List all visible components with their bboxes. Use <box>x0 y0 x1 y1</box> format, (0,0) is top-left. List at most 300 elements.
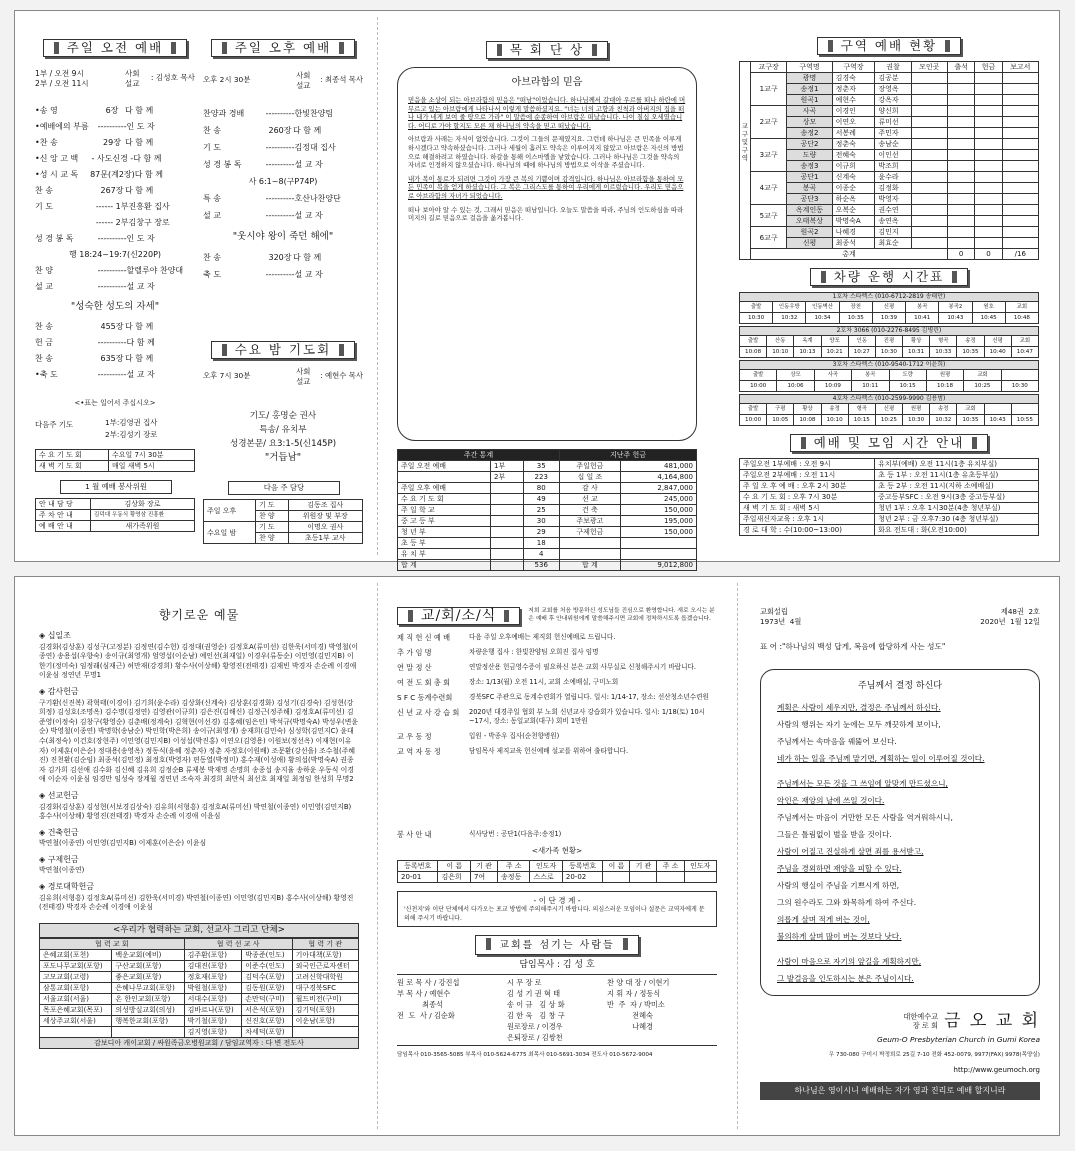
district-title: 구역 예배 현황 <box>817 37 961 55</box>
table-row: 수요일 밤 기 도 이명오 권사 <box>204 522 363 533</box>
offering-section-names: 박연철(이종연) <box>39 866 85 875</box>
church-news-column <box>397 607 717 1061</box>
bus-time: 10:25 <box>964 381 1001 392</box>
bus-route-header <box>740 327 1039 336</box>
table-row: 20-01 김은희 7여 송정동 스스로 20-02 <box>398 872 717 883</box>
poem-line: 그의 원수라도 그와 화목하게 하여 주신다. <box>777 898 917 907</box>
bus-route-table <box>739 360 1039 392</box>
heresy-warning-title: - 이 단 경 계 - <box>533 896 581 905</box>
bus-time: 10:05 <box>767 415 794 426</box>
bus-time: 10:48 <box>1005 313 1038 324</box>
offering-section-title: ◈ 구제헌금 <box>39 854 79 864</box>
bus-time: 10:30 <box>875 347 902 358</box>
morning-time-2: 2부 / 오전 11시 <box>35 79 89 88</box>
bus-route-header <box>740 293 1039 302</box>
table-row: 4교구 공단1 신계숙 윤수라 <box>750 172 1038 183</box>
morning-order <box>35 103 195 383</box>
poem-line: 주님께서는 마음이 거만한 모든 사람을 역겨워하시니, <box>777 813 953 822</box>
offering-section-names: 박연철(이종연) 이민영(김민지B) 이제훈(이은순) 이윤심 <box>39 839 207 848</box>
wednesday-prayer-title: 수요 밤 기도회 <box>211 341 355 359</box>
partners-title: <우리가 협력하는 교회, 선교사 그리고 단체> <box>39 923 359 938</box>
table-row: 6교구 원곡2 나혜경 김민지 <box>750 227 1038 238</box>
bus-route-name: 2호차 3066 (010-2276-8495 김병린) <box>740 327 1039 336</box>
bus-times-row <box>740 415 1039 426</box>
table-row: 주일오전 2부예배 : 오전 11시 초 등 1부 : 오전 11시(1층 유초등부실) <box>740 470 1039 481</box>
poem-line: 사람이 어질고 진실하게 살면 죄를 용서받고, <box>777 847 924 856</box>
order-item: 설 교 ---------- 설 교 자 <box>35 282 155 291</box>
table-row: 교구장 구역명 구역장 권찰 모인곳 출석 헌금 보고서 <box>750 62 1038 73</box>
afternoon-worship-column <box>203 39 363 544</box>
offering-section-names: 구기환(신진복) 곽혁태(이경이) 김기희(윤수라) 김상화(신계숙) 김상훈(김경화) 김성기(김경숙) 김성현(강희정) 김성호(조명옥) 김수명(김정연) 김영관(이규희) 김은진(김해신) 김정근(정주해) 김정호A(류미선) 김준영(이정숙) 김창구(황영순) 김춘배(정계숙) 김혁현(이선경) 김홍혜(임은인) 박석규(박명숙A) 박성우(변윤순) 박영철(이종연) 박명학(송남순) 박인학(박은희) 송이규(최영개) 송재희(김민숙) 심성학(김민지C) 윤대수(최정숙) 이건호(장현주) 이민영(김민지B) 이성섭(박진홍) 이연오(김영용) 이원보(정선옥) 이재현(이유자) 이제훈(이은순) 정대용(송영옥) 정동식(윤혜 정춘자) 정춘 자정호(이원배) 조문환(강선을) 조수철(주혜진) 진천환(김순임) 최종석(김민정) 최정호(박영자) 편동열(박정미) 홍수재(이성애) 황의섭(박명숙A) 권종자 김가희 김선애 김수화 김신혜 김유희 김정순B 류제봉 박재명 손명희 송종섭 송지율 송하윤 우동식 이경애 이순자 이윤심 임경만 임성숙 장계월 정연년 조숙자 최경희 최만식 최선호 최재일 최정임 한성희 무명2 <box>39 698 359 784</box>
bus-times-row <box>740 347 1039 358</box>
bus-time: 10:32 <box>773 313 806 324</box>
bus-stop <box>1001 370 1038 381</box>
bus-stop: 신평 <box>875 404 902 415</box>
table-row: 목포은혜교회(목포) 의성방실교회(의성) 김바르나(포항) 서은석(포항) 김기덕(포항) <box>40 1004 359 1015</box>
news-item: 연 말 정 산 연말정산용 헌금영수증이 필요하신 분은 교회 사무실로 신청해주시기 바랍니다. <box>397 663 696 672</box>
morning-sermon-title: "성숙한 성도의 자세" <box>70 301 160 312</box>
table-row: 3교구 공단2 정춘숙 송남순 <box>750 139 1038 150</box>
bus-time: 10:18 <box>926 381 963 392</box>
bus-stop: 사곡 <box>814 370 851 381</box>
news-item: 봉 사 안 내 식사당번 : 공단1(다음주:송정1) <box>397 830 562 839</box>
news-item: 추 가 임 명 차량운행 집사 : 한빛찬양팀 오희진 집사 임명 <box>397 648 599 657</box>
bus-stop: 도량 <box>889 370 926 381</box>
bus-stop: 산동 <box>767 336 794 347</box>
bus-stop <box>1011 404 1038 415</box>
order-item: 성 경 봉 독 ---------- 설 교 자 <box>203 160 323 169</box>
bus-stop: 원호 <box>972 302 1005 313</box>
bus-stop: 출발 <box>740 302 773 313</box>
bus-time: 10:34 <box>806 313 839 324</box>
essay-paragraph: 믿음을 소상이 되는 아브라함의 믿음은 "떠남"이었습니다. 하나님께서 갈대아 우르를 떠나 하란에 머무르고 있는 아브람에게 나타나서 이렇게 말씀하셨지요. "너는 너의 고향과 친척과 아버지의 집을 떠나 내가 네게 보여 줄 땅으로 가라" 이 말씀에 순종하여 아브람은 떠났습니다. 나이 칠십 오세였습니다. 어디로 가야 할지도 모른 채 하나님의 약속을 믿고 떠났습니다. <box>408 96 686 130</box>
bus-time: 10:15 <box>848 415 875 426</box>
wednesday-time: 오후 7시 30분 <box>203 371 251 380</box>
table-row: 안 내 담 당 김상화 장로 <box>36 499 195 510</box>
heresy-warning-box <box>397 891 717 927</box>
bus-time: 10:30 <box>903 415 930 426</box>
prayer-label: 다음주 기도 <box>35 420 74 429</box>
bus-route-table <box>739 394 1039 426</box>
poem-line: 주님께서는 속마음을 꿰뚫어 보신다. <box>777 737 897 746</box>
bus-stop: 교회 <box>957 404 984 415</box>
denomination: 대한예수교 장 로 회 <box>903 1012 939 1030</box>
table-row: 중 고 등 부 30 주보광고 195,000 <box>398 516 697 527</box>
table-row: 서울교회(서울) 온 한인교회(포항) 서대수(포항) 손만덕(구미) 월드비전(구미) <box>40 993 359 1004</box>
order-item: 찬 송 455장 다 함 께 <box>35 322 154 331</box>
table-row: 오태복상 박명숙A 송연옥 <box>750 216 1038 227</box>
table-row: 도량 전혜숙 이인선 <box>750 150 1038 161</box>
church-motto: 표 어 :"하나님의 백성 답게, 복음에 합당하게 사는 성도" <box>760 642 946 651</box>
poem-line: 그 발걸음을 인도하시는 분은 주님이시다. <box>777 974 914 983</box>
order-item: •성 시 교 독 87문(계2장) 다 함 께 <box>35 170 164 179</box>
order-item: 기 도 ------ 1부 진흥환 집사 <box>35 202 170 211</box>
table-row: 등록번호 이 름 기 관 주 소 인도자 등록번호 이 름 기 관 주 소 인도자 <box>398 861 717 872</box>
weekly-stats-table <box>397 449 697 571</box>
bus-stops-row <box>740 302 1039 313</box>
bus-time: 10:47 <box>1011 347 1038 358</box>
table-row: 주일 오후 기 도 김동조 집사 <box>204 500 363 511</box>
poem-line: 의롭게 살며 적게 버는 것이, <box>777 915 870 924</box>
next-week-title: 다음 주 담당 <box>228 481 340 495</box>
poem-line: 사람의 행실이 주님을 기쁘시게 하면, <box>777 881 900 890</box>
issue-info: 제48권 2호 2020년 1월 12일 <box>980 607 1040 626</box>
bus-stop: 형곡 <box>930 336 957 347</box>
table-row: 신평 최종석 최효순 <box>750 238 1038 249</box>
poem-line: 그들은 틀림없이 벌을 받을 것이다. <box>777 830 892 839</box>
bus-stop: 원평 <box>926 370 963 381</box>
bus-stop: 출발 <box>740 336 767 347</box>
cover-footer-verse: 하나님은 영이시니 예배하는 자가 영과 진리로 예배 할지니라 <box>760 1082 1040 1100</box>
news-item: 제 직 헌 신 예 배 다음 주일 오후예배는 제직회 헌신예배로 드립니다. <box>397 633 616 642</box>
table-row: 새 벽 기 도 회 : 새벽 5시 청년 1부 : 오후 1시30분(4층 청년부실) <box>740 503 1039 514</box>
bus-time: 10:06 <box>777 381 814 392</box>
bulletin-inner-page <box>14 10 1060 569</box>
table-row: 주일새신자교육 : 오후 1시 청년 2부 : 금 오후7:30 (4층 청년부실) <box>740 514 1039 525</box>
poem-line: 주님께서는 모든 것을 그 쓰임에 알맞게 만드셨으니, <box>777 779 948 788</box>
staff-row: 부 목 사 / 예현수 김 성 기 권 혁 태 지 휘 자 / 정동식 <box>397 989 661 999</box>
offerings-column <box>39 609 359 1049</box>
district-side-label: 교구및구역 <box>739 61 750 260</box>
bus-route-header <box>740 395 1039 404</box>
bus-route-table <box>739 292 1039 324</box>
church-news-title: 교/회/소/식 <box>397 607 520 625</box>
table-row: 찬 양 위원장 및 부장 <box>204 511 363 522</box>
poem-line: 네가 하는 일을 주님께 맡기면, 계획하는 일이 이루어질 것이다. <box>777 754 985 763</box>
offerings-title: 향기로운 예물 <box>158 608 240 622</box>
bus-stop: 봉곡 <box>852 370 889 381</box>
next-week-table <box>203 499 363 544</box>
news-item: S F C 동계수련회 경북SFC 주관으로 동계수련회가 열립니다. 일시: 1/14-17, 장소: 선산청소년수련원 <box>397 693 709 702</box>
table-row: 원곡1 예현수 강옥자 <box>750 95 1038 106</box>
offering-section-title: ◈ 건축헌금 <box>39 827 79 837</box>
bus-stop: 출발 <box>740 370 777 381</box>
bus-stop: 출발 <box>740 404 767 415</box>
staff-row: 은퇴장로 / 김쌍천 <box>507 1033 563 1043</box>
table-row: 봉곡 이종순 김정화 <box>750 183 1038 194</box>
bus-time: 10:31 <box>903 347 930 358</box>
order-item: 찬 양 ---------- 할렐루야 찬양대 <box>35 266 184 275</box>
order-item: 찬양과 경배 ---------- 한빛찬양팀 <box>203 109 334 118</box>
staff-title: 교회를 섬기는 사람들 <box>475 935 638 955</box>
table-row: 경 로 대 학 : 수(10:00~13:00) 화요 전도대 : 화(오전10:00) <box>740 525 1039 536</box>
info-column <box>739 37 1039 536</box>
wednesday-leader-label: 사회 설교 <box>296 367 311 386</box>
church-website[interactable]: http://www.geumoch.org <box>953 1066 1040 1074</box>
order-item: 설 교 ---------- 설 교 자 <box>203 211 323 220</box>
bus-time: 10:08 <box>794 415 821 426</box>
table-row: 1교구 광명 김경숙 김공분 <box>750 73 1038 84</box>
bus-time: 10:08 <box>740 347 767 358</box>
bus-stop: 봉곡2 <box>939 302 972 313</box>
bus-stop: 인동 <box>848 336 875 347</box>
bus-time: 10:00 <box>740 415 767 426</box>
poem-line: 주님을 경외하면 재앙을 피할 수 있다. <box>777 864 902 873</box>
staff-row: 최종석 송 이 규 김 상 화 반 주 자 / 박미소 <box>397 1000 665 1010</box>
order-item: 성 경 봉 독 ---------- 인 도 자 <box>35 234 155 243</box>
bus-stops-row <box>740 370 1039 381</box>
wednesday-sermon: "거듭남" <box>264 452 302 463</box>
bus-stop: 양포 <box>821 336 848 347</box>
news-item: 교 우 동 정 입원 - 박종우 집사(순천향병원) <box>397 732 560 741</box>
partners-table <box>39 938 359 1049</box>
bus-stop: 인동우방 <box>773 302 806 313</box>
staff-row: 원 로 목 사 / 강진섭 시 무 장 로 찬 양 대 장 / 이현기 <box>397 978 670 988</box>
bus-stop: 황상 <box>794 404 821 415</box>
morning-worship-title: 주일 오전 예배 <box>43 39 187 57</box>
bus-time: 10:43 <box>939 313 972 324</box>
wednesday-leader: : 예현수 목사 <box>320 371 363 380</box>
offering-section-title: ◈ 선교헌금 <box>39 790 79 800</box>
cover-poem-box <box>760 669 1040 996</box>
bus-stop: 황상 <box>903 336 930 347</box>
new-family-title: <새가족 현황> <box>531 846 583 855</box>
bus-stop: 교회 <box>1011 336 1038 347</box>
new-family-table <box>397 860 717 883</box>
afternoon-time: 오후 2시 30분 <box>203 75 251 84</box>
schedule-table <box>739 458 1039 536</box>
bus-route-table <box>739 326 1039 358</box>
jan-volunteer-title: 1 월 예배 봉사위원 <box>60 480 172 494</box>
offering-section-title: ◈ 감사헌금 <box>39 686 79 696</box>
table-row: 주일 오후 예배 80 감 사 2,847,000 <box>398 483 697 494</box>
bus-stop: 교회 <box>1005 302 1038 313</box>
order-item: 찬 송 635장 다 함 께 <box>35 354 154 363</box>
bus-stops-row <box>740 336 1039 347</box>
bus-stop: 장천 <box>839 302 872 313</box>
church-english-name: Geum-O Presbyterian Church in Gumi Korea <box>876 1035 1040 1044</box>
bus-stop: 구평 <box>767 404 794 415</box>
church-news-intro: 저희 교회를 처음 방문하신 성도님들 진심으로 환영합니다. 새로 오시는 분은 예배 후 안내위원에게 말씀해주시면 교회에 정착하시도록 돕겠습니다. <box>528 608 715 622</box>
news-item: 여 전 도 회 총 회 장소: 1/13(월) 오전 11시, 교회 소예배실, 구미노회 <box>397 678 619 687</box>
bus-stop: 송정 <box>930 404 957 415</box>
table-row: 합 계 536 합 계 9,012,800 <box>398 560 697 571</box>
wednesday-special: 특송/ 유치부 <box>259 425 307 435</box>
order-item: •찬 송 29장 다 함 께 <box>35 138 154 147</box>
stand-note: <•표는 일어서 주십시오> <box>74 399 156 407</box>
bus-time: 10:41 <box>906 313 939 324</box>
bus-stops-row <box>740 404 1039 415</box>
bus-stop: 형곡 <box>848 404 875 415</box>
jan-volunteer-table <box>35 498 195 532</box>
heresy-warning-text: '신천지'와 이단 단체에서 다가오는 포교 방법에 주의해주시기 바랍니다. 의심스러운 모임이나 설문은 교역자에게 문의해 주시기 바랍니다. <box>404 906 705 922</box>
morning-leader-label: 사회 설교 <box>124 69 140 88</box>
poem-title: 주님께서 결정 하신다 <box>858 681 942 691</box>
staff-row: 원로장로 / 이경우 나혜경 <box>507 1022 653 1032</box>
table-row: 2교구 사곡 이경인 양신희 <box>750 106 1038 117</box>
morning-worship-column <box>35 39 195 532</box>
essay-paragraph: 아브람과 사래는 자식이 없었습니다. 그것이 그들의 문제였지요. 그런데 하나님은 큰 민족을 이루게 하시겠다고 약속하셨습니다. 그러나 세월이 흘러도 약속은 이루어지지 않았고 아브람은 자신의 방법으로 해결하려고 하였습니다. 하갈을 통해 이스마엘을 낳았습니다. 그러나 하나님은 그것을 약속의 자녀로 인정하지 않으셨습니다. 하나님의 때에 하나님의 방법으로 이삭을 주셨습니다. <box>408 135 684 170</box>
table-row: 주 일 오 후 예 배 : 오후 2시 30분 초 등 2부 : 오전 11시(지하 소예배실) <box>740 481 1039 492</box>
offering-section-names: 김유희(서형흥) 김정호A(류미선) 김한욱(서미경) 박연철(이종연) 이민영(김민지B) 홍수사(이상해) 황영진(전태경) 박경자 손순례 이경애 이윤심 <box>39 893 354 912</box>
afternoon-scripture: 사 6:1~8(구P74P) <box>248 177 318 186</box>
bus-time: 10:33 <box>930 347 957 358</box>
news-item: 교 역 자 동 정 담임목사 제직교육 헌신예배 설교를 위하여 출타합니다. <box>397 747 629 756</box>
afternoon-sermon-title: "웃시야 왕이 죽던 해에" <box>232 231 334 242</box>
bus-time: 10:45 <box>972 313 1005 324</box>
bus-stop: 신평 <box>984 336 1011 347</box>
offering-section-names: 김경화(김상훈) 김성구(고정분) 김정연(김수헌) 김정대(권영순) 김정호A(류미선) 김한욱(서미경) 박영철(이종연) 송용섭(우향숙) 송이규(최영개) 엄영섭(이순남) 예인선(최재일) 이경우(류동순) 이민영(김민지B) 이한기(정미숙) 임정래(심재근) 허만재(강경희) 황수사(이상해) 황영진(전태경) 김재빈 박경자 손순례 이경애 이윤심 정연년 무명1 <box>39 642 359 680</box>
table-row: 5교구 옥계인동 오복순 권수연 <box>750 205 1038 216</box>
morning-leader: : 김성호 목사 <box>150 73 195 82</box>
poem-spacer <box>777 945 1023 953</box>
order-item: •신 앙 고 백 - 사도신경 - 다 함 께 <box>35 154 162 163</box>
bus-time: 10:09 <box>814 381 851 392</box>
bus-time: 10:00 <box>740 381 777 392</box>
bus-stop: 교회 <box>964 370 1001 381</box>
bus-stop <box>984 404 1011 415</box>
bus-route-name: 4호차 스타렉스 (010-2599-9990 김용범) <box>740 395 1039 404</box>
table-row: 새 벽 기 도 회 매일 새벽 5시 <box>36 461 195 472</box>
poem-line: 사람의 행위는 자기 눈에는 모두 깨끗하게 보이나, <box>777 720 941 729</box>
bus-stop: 신평 <box>872 302 905 313</box>
bus-time: 10:35 <box>957 415 984 426</box>
table-row: 수 요 기 도 회 : 오후 7시 30분 중고등부SFC : 오전 9시(3층 중고등부실) <box>740 492 1039 503</box>
pastor-column <box>397 41 697 571</box>
table-row: 상모 이연오 류미선 <box>750 117 1038 128</box>
bus-time: 10:55 <box>1011 415 1038 426</box>
table-row: 주 일 학 교 25 건 축 150,000 <box>398 505 697 516</box>
offering-section-title: ◈ 십일조 <box>39 631 71 640</box>
table-row: 김지영(포항) 차세덕(포항) <box>40 1026 359 1037</box>
table-row: 고모교회(고령) 좋은교회(포항) 정호재(포항) 김덕수(포항) 고려신학대학원 <box>40 971 359 982</box>
order-item: ------ 2부 김창구 장로 <box>95 218 170 227</box>
poem-line: 불의하게 살며 많이 버는 것보다 낫다. <box>777 932 902 941</box>
bus-time: 10:10 <box>767 347 794 358</box>
order-item: 찬 송 267장 다 함 께 <box>35 186 154 195</box>
bus-stop: 송정 <box>957 336 984 347</box>
bus-time: 10:25 <box>875 415 902 426</box>
bus-stop: 봉곡 <box>906 302 939 313</box>
founded: 교회설립 1973년 4월 <box>760 607 802 626</box>
table-row: 수 요 기 도 회 49 선 교 245,000 <box>398 494 697 505</box>
table-row: 삼통교회(포항) 은혜나무교회(포항) 박원철(포항) 김동원(포항) 대구경북SFC <box>40 982 359 993</box>
table-row: 송정2 서봉례 주민자 <box>750 128 1038 139</box>
poem-line: 사람이 마음으로 자기의 앞길을 계획하지만, <box>777 957 922 966</box>
prayer-name: 1부:김영권 집사 <box>105 418 158 427</box>
table-row: 찬 양 초등1부 교사 <box>204 533 363 544</box>
news-item: 신 년 교 사 강 습 회 2020년 대경주일 협회 부 노회 신년교사 강습회가 있습니다. 일시: 1/18(토) 10시~17시, 장소: 동일교회(대구) 회비 1만원 <box>397 708 706 725</box>
bus-stop: 옥계 <box>794 336 821 347</box>
bus-stop: 원평 <box>903 404 930 415</box>
afternoon-leader: : 최종석 목사 <box>320 75 363 84</box>
order-item: 기 도 ---------- 김정대 집사 <box>203 143 336 152</box>
table-row: 주간 통계 지난주 헌금 <box>398 450 697 461</box>
table-row: 수 요 기 도 회 수요일 7시 30분 <box>36 450 195 461</box>
schedule-title: 예배 및 모임 시간 안내 <box>790 434 989 452</box>
bus-time: 10:11 <box>852 381 889 392</box>
order-item: 찬 송 320장 다 함 께 <box>203 253 322 262</box>
table-row: 송정3 이규희 박조희 <box>750 161 1038 172</box>
order-item: 축 도 ---------- 설 교 자 <box>203 270 323 279</box>
afternoon-leader-label: 사회 설교 <box>296 71 311 90</box>
poem-line: 계획은 사람이 세우지만, 결정은 주님께서 하신다. <box>777 703 941 712</box>
afternoon-worship-title: 주일 오후 예배 <box>211 39 355 57</box>
bus-time: 10:43 <box>984 415 1011 426</box>
bus-time: 10:10 <box>821 415 848 426</box>
district-table <box>750 61 1039 260</box>
church-name: 금 오 교 회 <box>944 1011 1040 1031</box>
table-row: 공단3 하순옥 박영자 <box>750 194 1038 205</box>
bus-route-header <box>740 361 1039 370</box>
table-row: 2부 223 십 일 조 4,164,800 <box>398 472 697 483</box>
table-row: 포도나무교회(포항) 구산교회(포항) 김대진(포항) 이준수(인도) 외국인근로자센터 <box>40 960 359 971</box>
bus-time: 10:30 <box>1001 381 1038 392</box>
bus-stop: 진평 <box>875 336 902 347</box>
church-address: 우 730-080 구미시 박정희로 25길 7-10 전화 452-0079, 9977(FAX) 9978(목양실) <box>828 1052 1040 1058</box>
order-item: 헌 금 ---------- 다 함 께 <box>35 338 155 347</box>
bus-time: 10:30 <box>740 313 773 324</box>
table-row: 청 년 부 29 구제헌금 150,000 <box>398 527 697 538</box>
offering-section-title: ◈ 경로대학헌금 <box>39 882 95 892</box>
staff-row: 전 도 사 / 김순화 김 한 욱 김 창 구 전혜숙 <box>397 1011 653 1021</box>
poem-line: 악인은 재앙의 날에 쓰일 것이다. <box>777 796 885 805</box>
wednesday-prayer: 기도/ 홍명순 권사 <box>249 411 317 421</box>
bus-title: 차량 운행 시간표 <box>810 268 968 286</box>
bus-route-name: 1호차 스타렉스 (010-6712-2819 송태만) <box>740 293 1039 302</box>
partners-footer-row: 감보디아 캐이교회 / 싸원족금오병원교회 / 담임교역자 : 다 변 전도사 <box>40 1037 359 1048</box>
table-row: 주 차 안 내 김덕대 우동식 황영삼 진흥환 <box>36 510 195 521</box>
bus-stop: 상모 <box>777 370 814 381</box>
offering-section-names: 김경화(김상훈) 김성현(서보경김상숙) 김유희(서형흥) 김정호A(류미선) 박연철(이종연) 이민영(김민지B) 홍수사(이상해) 황영진(전태경) 박경자 손순례 이경애 이윤심 <box>39 802 352 821</box>
table-row: 세상주교회(서울) 행복한교회(포항) 박기철(포항) 신진호(포항) 이운남(포항) <box>40 1015 359 1026</box>
meeting-table <box>35 449 195 472</box>
bus-time: 10:40 <box>984 347 1011 358</box>
table-row: 주일 오전 예배 1부 35 주일헌금 481,000 <box>398 461 697 472</box>
cover-column <box>760 607 1040 1100</box>
essay-heading: 아브라함의 믿음 <box>511 77 583 88</box>
table-row: 은혜교회(포천) 백운교회(예비) 김주환(포항) 박종준(인도) 기아대책(포항) <box>40 949 359 960</box>
pastor-column-title: 목 회 단 상 <box>486 41 608 59</box>
table-row: 협 력 교 회 협 력 선 교 사 협 력 기 관 <box>40 938 359 949</box>
bus-time: 10:15 <box>889 381 926 392</box>
senior-pastor: 담임목사 : 김 성 호 <box>519 960 595 971</box>
bus-timetable <box>739 292 1039 426</box>
essay-paragraph: 내가 복이 통로가 되려면 그것이 가장 큰 복의 기쁨이며 감격입니다. 하나님은 아브라함을 통하여 모든 민족이 복을 얻게 하셨습니다. 그 복은 그리스도를 통하여 우리에게 이르렀습니다. 우리도 믿음으로 아브라함의 자녀가 되었습니다. <box>408 174 684 200</box>
order-item: 특 송 ---------- 호산나찬양단 <box>203 194 341 203</box>
morning-time-1: 1부 / 오전 9시 <box>35 69 84 78</box>
morning-scripture: 행 18:24~19:7(신220P) <box>68 250 162 259</box>
poem-spacer <box>777 767 1023 775</box>
bus-route-name: 3호차 스타렉스 (010-9540-1712 이윤희) <box>740 361 1039 370</box>
bus-time: 10:27 <box>848 347 875 358</box>
prayer-name: 2부:김성기 장로 <box>105 430 158 439</box>
order-item: •송 영 6장 다 함 께 <box>35 106 154 115</box>
bus-stop: 송정 <box>821 404 848 415</box>
order-item: •예배에의 부름 ---------- 인 도 자 <box>35 122 155 131</box>
bus-time: 10:32 <box>930 415 957 426</box>
bus-times-row <box>740 381 1039 392</box>
bus-times-row <box>740 313 1039 324</box>
staff-list <box>397 974 717 1046</box>
essay-paragraph: 떠나 보아야 알 수 있는 것, 그래서 믿음은 떠남입니다. 오늘도 말씀을 따라, 주님의 인도하심을 따라 미지의 길로 믿음으로 걸음을 옮겨봅니다. <box>408 205 684 223</box>
district-total-row: 총계 0 0 /16 <box>750 249 1038 260</box>
bus-time: 10:35 <box>957 347 984 358</box>
table-row: 초 등 부 18 <box>398 538 697 549</box>
table-row: 예 배 안 내 새가족위원 <box>36 521 195 532</box>
pastor-essay-box <box>397 67 697 441</box>
order-item: 찬 송 260장 다 함 께 <box>203 126 322 135</box>
bus-time: 10:13 <box>794 347 821 358</box>
table-row: 송정1 정춘자 장영옥 <box>750 84 1038 95</box>
bulletin-outer-page <box>14 576 1060 1136</box>
bus-time: 10:21 <box>821 347 848 358</box>
bus-time: 10:35 <box>839 313 872 324</box>
order-item: •축 도 ---------- 설 교 자 <box>35 370 155 379</box>
wednesday-scripture: 성경본문/ 요3:1-5(신145P) <box>229 439 337 449</box>
table-row: 주일오전 1부예배 : 오전 9시 유치부(예배) 오전 11시(1층 유치부실) <box>740 459 1039 470</box>
staff-contacts: 담임목사 010-3565-5085 부목사 010-5624-6775 최목사 010-5691-3034 전도사 010-5672-9004 <box>397 1052 653 1059</box>
